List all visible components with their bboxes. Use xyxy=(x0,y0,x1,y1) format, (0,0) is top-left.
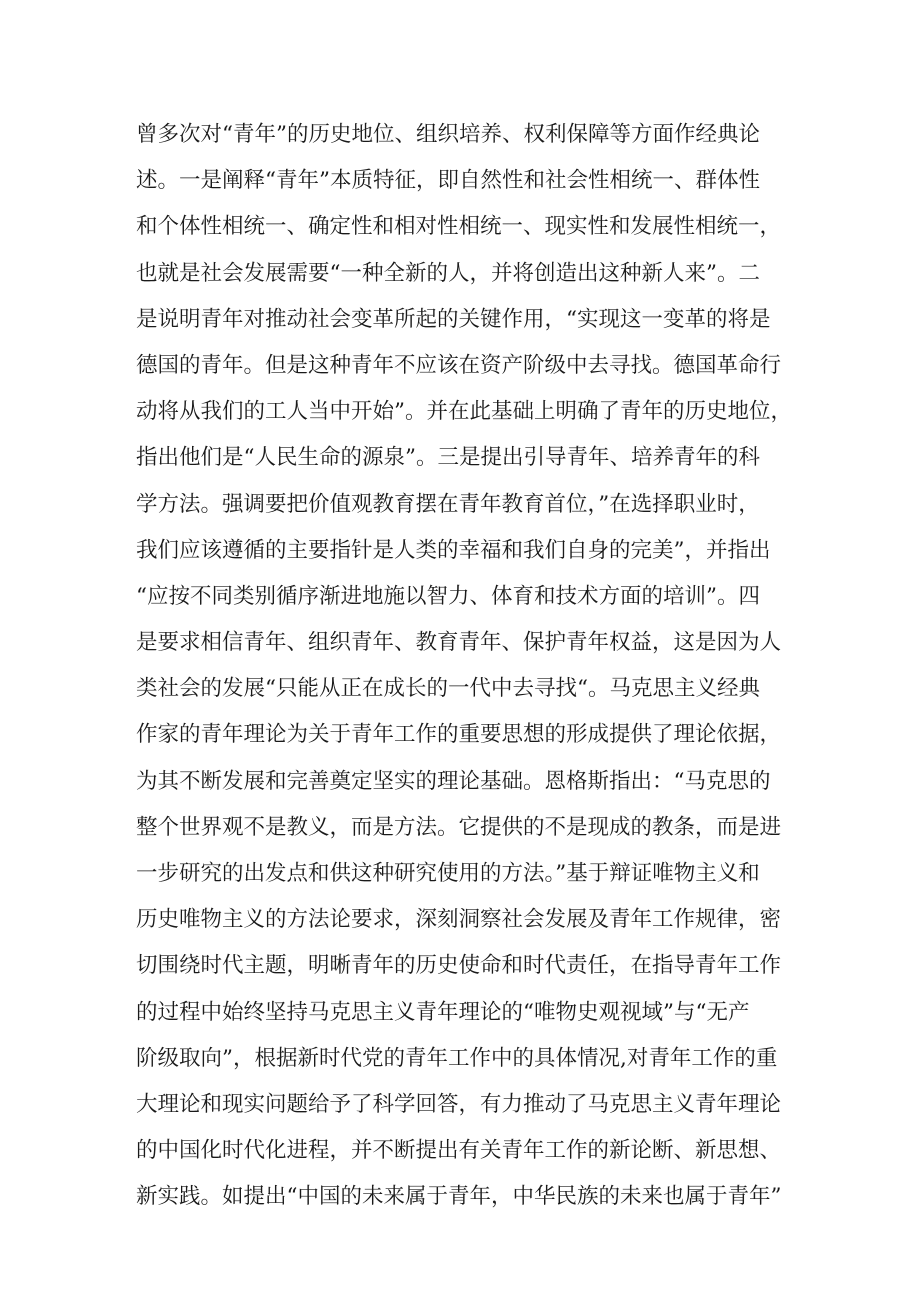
text-line: 和个体性相统一、确定性和相对性相统一、现实性和发展性相统一， xyxy=(136,214,782,240)
text-line: 大理论和现实问题给予了科学回答，有力推动了马克思主义青年理论 xyxy=(136,1091,782,1117)
text-line: 类社会的发展“只能从正在成长的一代中去寻找“。马克思主义经典 xyxy=(136,676,760,702)
text-line: 为其不断发展和完善奠定坚实的理论基础。恩格斯指出：“马克思的 xyxy=(136,768,771,794)
text-line: 指出他们是“人民生命的源泉”。三是提出引导青年、培养青年的科 xyxy=(136,445,760,471)
text-line: “应按不同类别循序渐进地施以智力、体育和技术方面的培训”。四 xyxy=(136,583,760,609)
text-line: 历史唯物主义的方法论要求，深刻洞察社会发展及青年工作规律，密 xyxy=(136,907,782,933)
text-line: 切围绕时代主题，明晰青年的历史使命和时代责任，在指导青年工作 xyxy=(136,953,782,979)
text-line: 的过程中始终坚持马克思主义青年理论的“唯物史观视域”与“无产 xyxy=(136,999,750,1025)
text-line: 一步研究的出发点和供这种研究使用的方法。”基于辩证唯物主义和 xyxy=(136,861,760,886)
text-line: 整个世界观不是教义，而是方法。它提供的不是现成的教条，而是进 xyxy=(136,814,782,840)
body-text xyxy=(136,112,796,1221)
text-line: 阶级取向”，根据新时代党的青年工作中的具体情况,对青年工作的重 xyxy=(136,1045,778,1071)
text-line: 是要求相信青年、组织青年、教育青年、保护青年权益，这是因为人 xyxy=(136,630,782,656)
text-line: 学方法。强调要把价值观教育摆在青年教育首位，”在选择职业时， xyxy=(136,491,760,517)
text-line: 的中国化时代化进程，并不断提出有关青年工作的新论断、新思想、 xyxy=(136,1138,782,1164)
text-line: 也就是社会发展需要“一种全新的人，并将创造出这种新人来”。二 xyxy=(136,260,760,286)
text-line: 作家的青年理论为关于青年工作的重要思想的形成提供了理论依据， xyxy=(136,722,782,748)
text-line: 德国的青年。但是这种青年不应该在资产阶级中去寻找。德国革命行 xyxy=(136,352,782,378)
text-line: 述。一是阐释“青年”本质特征，即自然性和社会性相统一、群体性 xyxy=(136,168,760,194)
text-line: 动将从我们的工人当中开始”。并在此基础上明确了青年的历史地位， xyxy=(136,399,792,425)
text-line: 曾多次对“青年”的历史地位、组织培养、权利保障等方面作经典论 xyxy=(136,122,760,147)
text-line: 是说明青年对推动社会变革所起的关键作用，“实现这一变革的将是 xyxy=(136,306,771,332)
text-line: 新实践。如提出“中国的未来属于青年，中华民族的未来也属于青年” xyxy=(136,1184,782,1210)
text-line: 我们应该遵循的主要指针是人类的幸福和我们自身的完美”，并指出 xyxy=(136,537,771,563)
